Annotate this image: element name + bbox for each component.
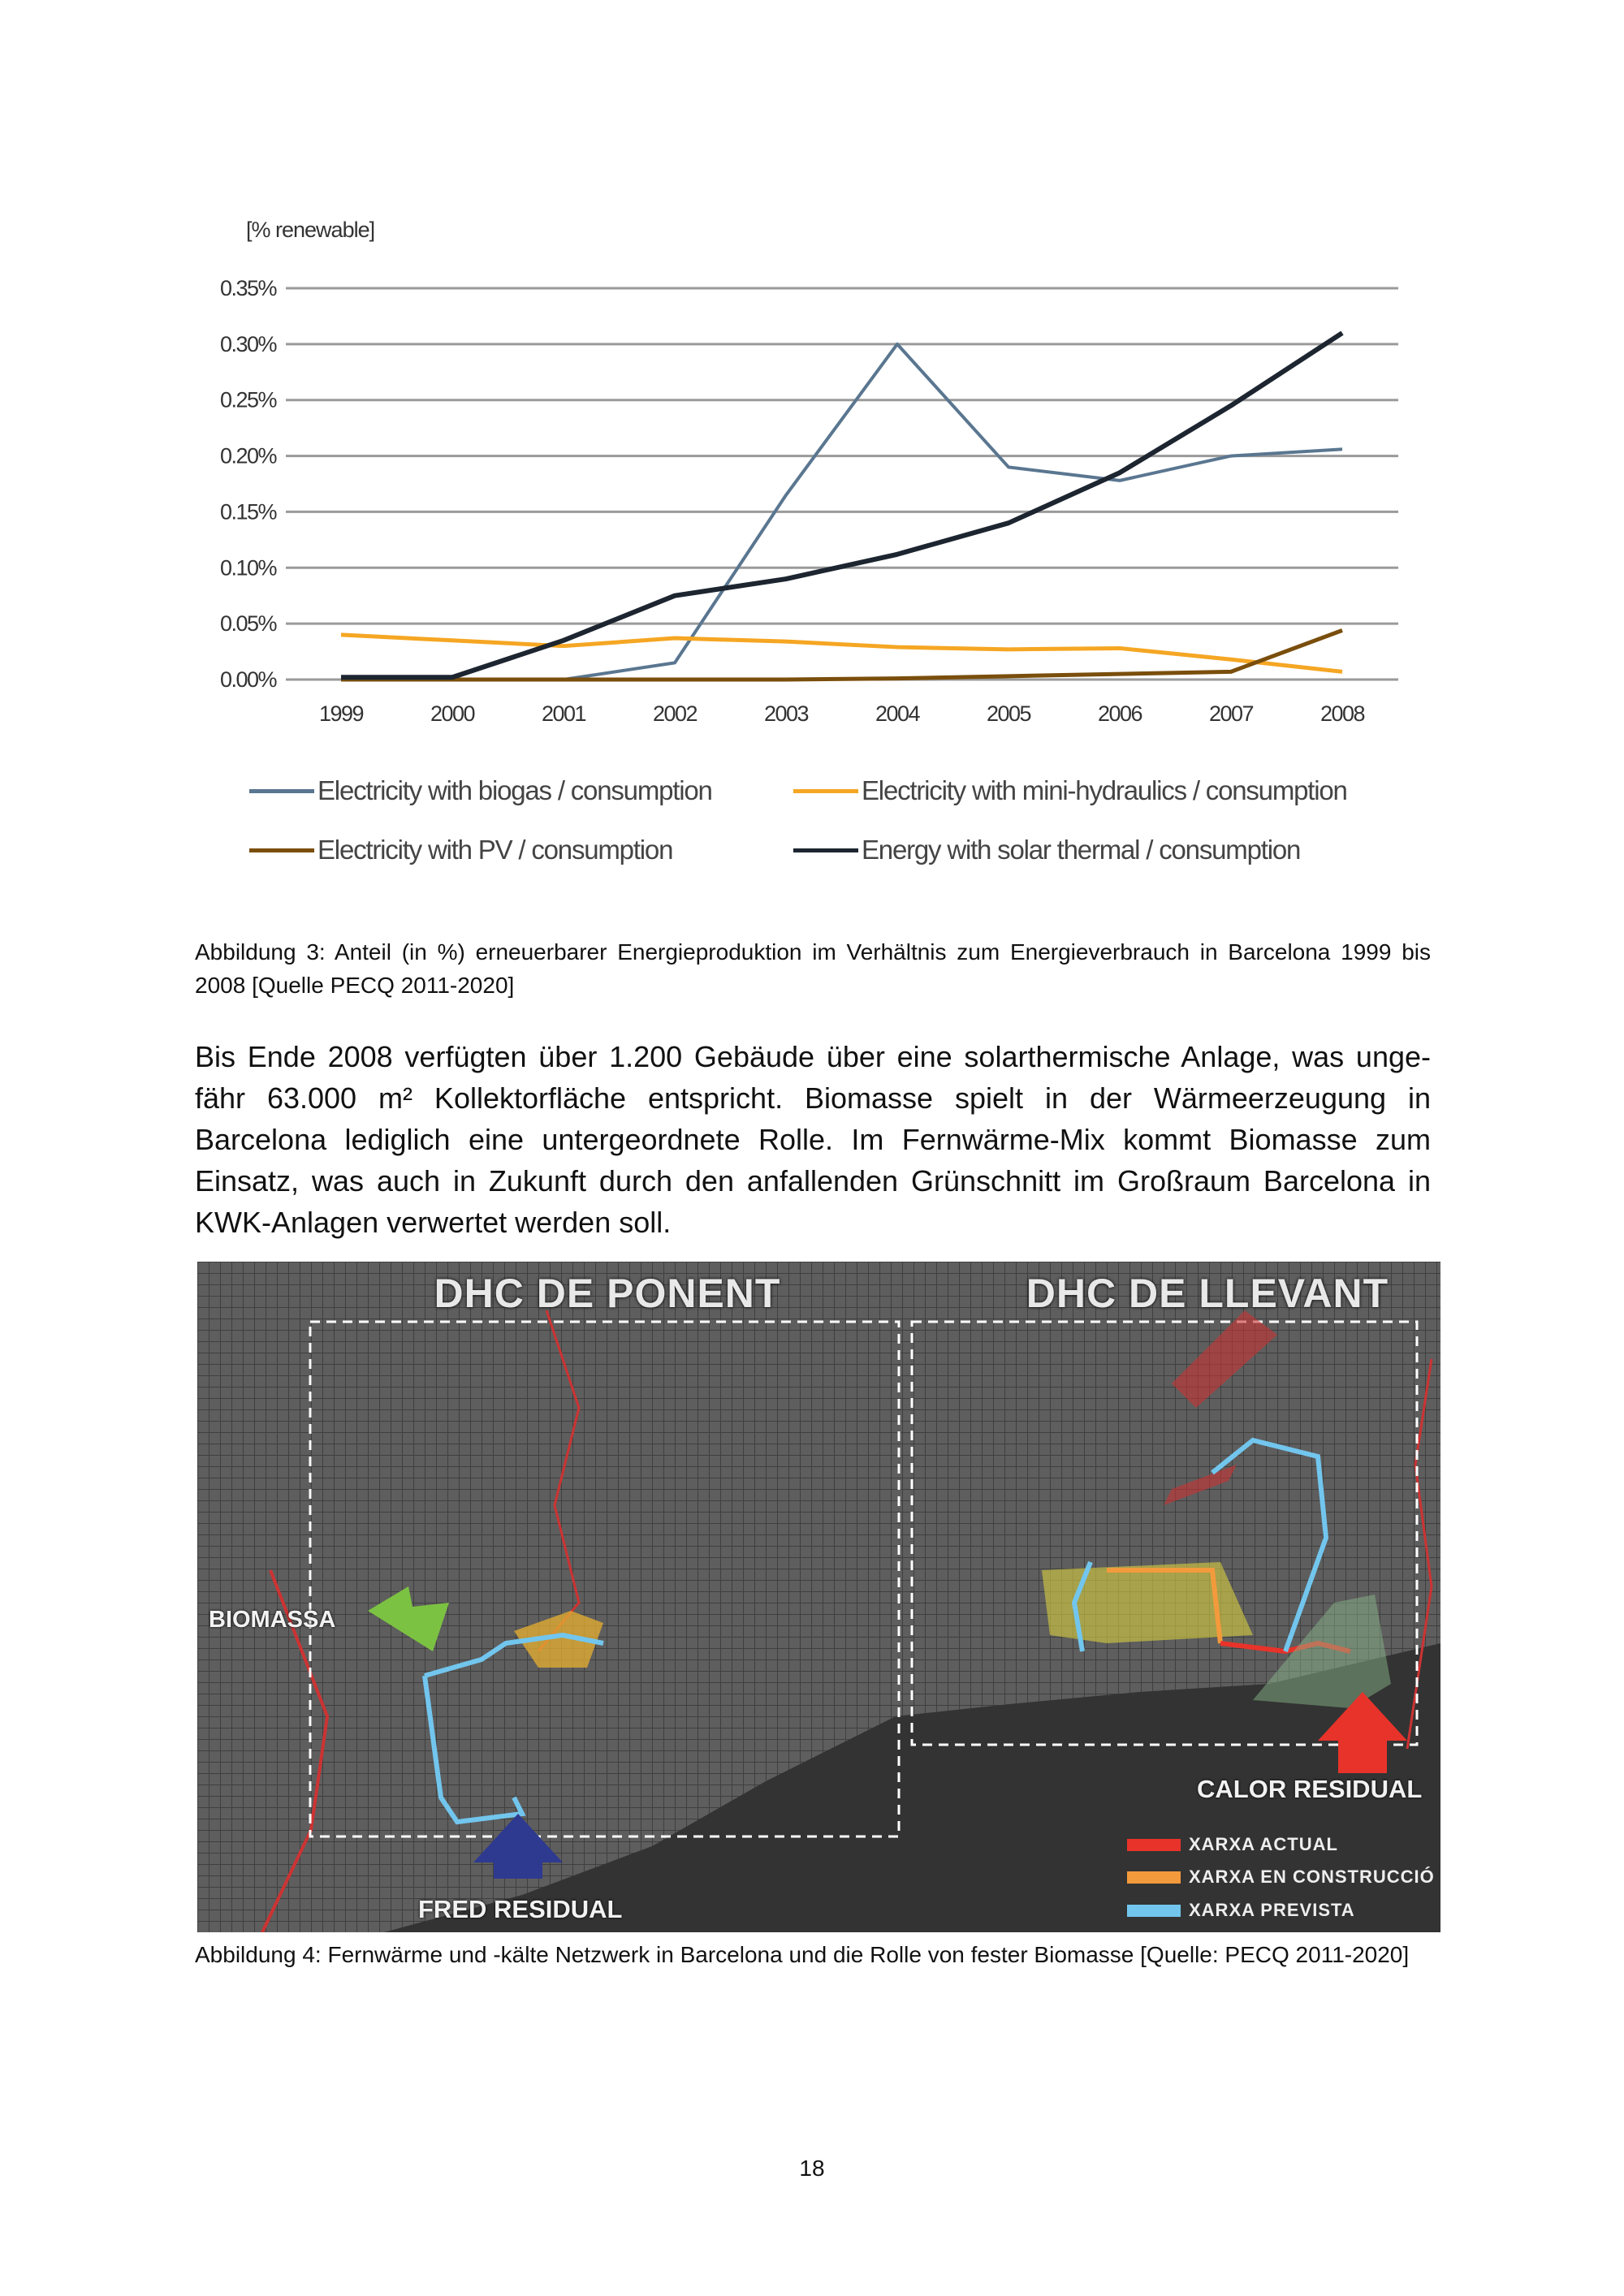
legend-label: XARXA ACTUAL xyxy=(1189,1834,1338,1854)
x-tick-label: 2006 xyxy=(1097,701,1142,726)
legend-item-biogas xyxy=(249,775,712,806)
legend-swatch xyxy=(1127,1839,1181,1851)
y-tick-label: 0.15% xyxy=(219,499,276,524)
legend-swatch xyxy=(249,848,314,852)
map-legend-item xyxy=(1127,1867,1435,1888)
figure-4-caption: Abbildung 4: Fernwärme und -kälte Netzwerk in Barcelona und die Rolle von fester Biomasse [Quelle: PECQ 2011-2020] xyxy=(195,1942,1410,1967)
x-tick-label: 2007 xyxy=(1208,701,1254,726)
x-tick-label: 1999 xyxy=(318,701,364,726)
x-tick-label: 2005 xyxy=(986,701,1031,726)
x-tick-label: 2001 xyxy=(541,701,586,726)
legend-swatch xyxy=(249,789,314,793)
legend-label: Electricity with PV / consumption xyxy=(317,835,673,865)
map-title-ponent: DHC DE PONENT xyxy=(434,1271,781,1316)
legend-label: Electricity with mini-hydraulics / consumption xyxy=(862,775,1347,805)
map-title-llevant: DHC DE LLEVANT xyxy=(1026,1271,1389,1316)
legend-label: Electricity with biogas / consumption xyxy=(317,775,712,805)
legend-item-mini-hydraulics xyxy=(793,775,1347,806)
y-tick-label: 0.05% xyxy=(219,611,276,637)
legend-item-solar-thermal xyxy=(793,835,1300,865)
x-tick-label: 2004 xyxy=(875,701,920,726)
map-legend-item xyxy=(1127,1834,1338,1855)
y-tick-label: 0.30% xyxy=(219,331,276,356)
y-tick-label: 0.20% xyxy=(219,443,276,468)
page-number: 18 xyxy=(799,2156,825,2181)
map-legend-item xyxy=(1127,1900,1355,1921)
label-fred-residual: FRED RESIDUAL xyxy=(418,1895,623,1923)
renewable-share-line-chart xyxy=(195,211,1429,763)
x-tick-label: 2008 xyxy=(1320,701,1365,726)
y-tick-label: 0.35% xyxy=(219,276,276,300)
legend-swatch xyxy=(793,848,858,852)
label-biomassa: BIOMASSA xyxy=(209,1607,336,1633)
district-heating-map xyxy=(197,1262,1440,1932)
legend-label: XARXA PREVISTA xyxy=(1189,1900,1355,1920)
x-tick-label: 2003 xyxy=(763,701,809,726)
map-graphic xyxy=(197,1262,1440,1932)
series-line-3 xyxy=(341,333,1342,677)
y-tick-label: 0.25% xyxy=(219,387,276,412)
figure-3-caption: Abbildung 3: Anteil (in %) erneuerbarer Energieproduktion im Verhältnis zum Energieverbrauch in Barcelona 1999 bis 2008 [Quelle PECQ 2011-2020] xyxy=(195,939,1431,998)
legend-label: Energy with solar thermal / consumption xyxy=(862,835,1301,865)
legend-item-pv xyxy=(249,835,672,865)
label-calor-residual: CALOR RESIDUAL xyxy=(1197,1775,1423,1803)
y-axis-label: [% renewable] xyxy=(246,218,375,242)
legend-swatch xyxy=(793,789,858,793)
x-tick-label: 2002 xyxy=(652,701,698,726)
y-tick-label: 0.10% xyxy=(219,555,276,580)
legend-swatch xyxy=(1127,1905,1181,1917)
legend-label: XARXA EN CONSTRUCCIÓ xyxy=(1189,1867,1435,1887)
y-tick-label: 0.00% xyxy=(219,667,276,692)
body-paragraph: Bis Ende 2008 verfügten über 1.200 Gebäude über eine solarthermische Anlage, was unge-fähr 63.000 m² Kollektorfläche entspricht. Biomasse spielt in der Wärmeerzeugung in Barcelona lediglich eine untergeordnete Rolle. Im Fernwärme-Mix kommt Biomasse zum Einsatz, was auch in Zukunft durch den anfallenden Grünschnitt im Großraum Barcelona in KWK-Anlagen verwertet werden soll. xyxy=(195,1040,1431,1239)
legend-swatch xyxy=(1127,1871,1181,1884)
x-tick-label: 2000 xyxy=(430,701,475,726)
